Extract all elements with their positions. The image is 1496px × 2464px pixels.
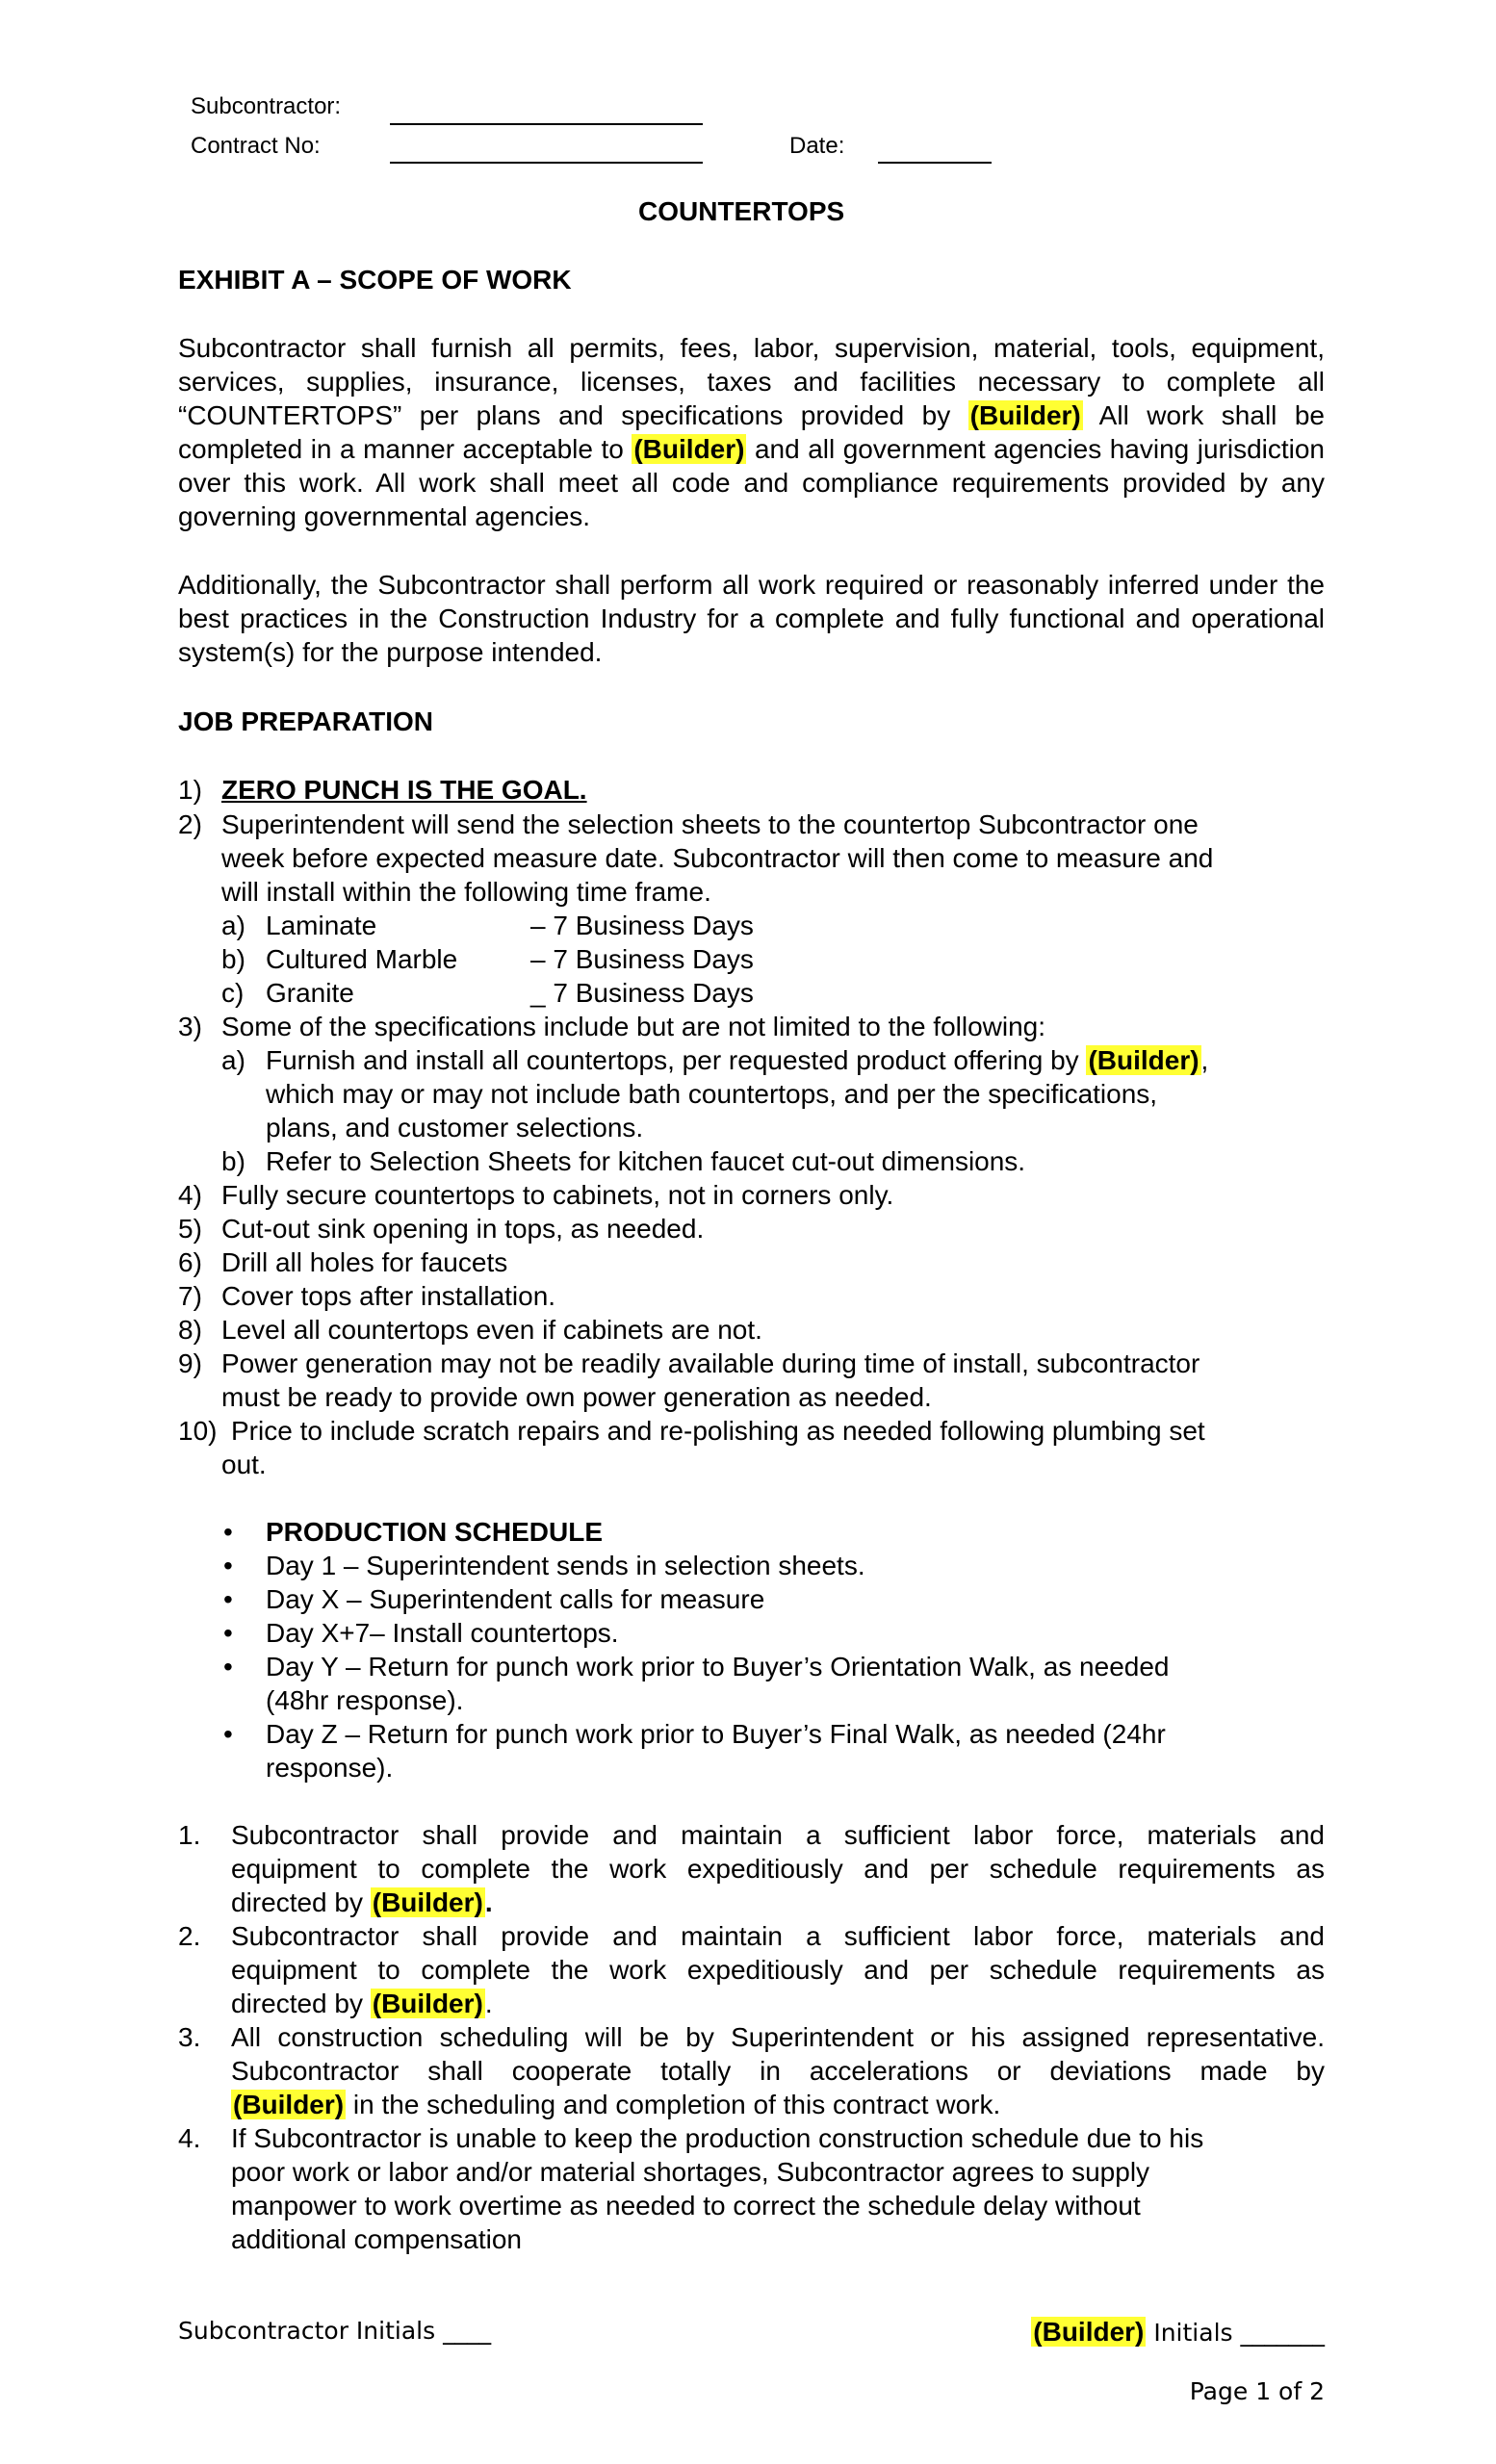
item-text: Drill all holes for faucets: [221, 1247, 508, 1277]
contract-no-label: Contract No:: [191, 133, 321, 159]
term-line: Subcontractor shall provide and maintain a sufficient labor force, materials and: [231, 1820, 1325, 1850]
term-text: manpower to work overtime as needed to correct the schedule delay without: [231, 2191, 1141, 2220]
term-line: directed by: [231, 1887, 363, 1917]
sub-item-text: Refer to Selection Sheets for kitchen faucet cut-out dimensions.: [266, 1146, 1026, 1176]
timeframe-letter: a): [221, 911, 245, 940]
date-label: Date:: [789, 133, 845, 159]
builder-highlight: (Builder): [969, 400, 1081, 430]
term-line: equipment to complete the work expeditiously and per schedule requirements as: [231, 1854, 1325, 1884]
term-text: additional compensation: [231, 2224, 522, 2254]
item-number: 2): [178, 809, 202, 839]
term-line: directed by: [231, 1989, 363, 2018]
term-text: [231, 2020, 1325, 2054]
term-line: Subcontractor shall cooperate totally in accelerations or deviations made by: [231, 2056, 1325, 2086]
term-text: poor work or labor and/or material shortages, Subcontractor agrees to supply: [231, 2157, 1150, 2187]
builder-highlight: (Builder): [1088, 1045, 1199, 1075]
contract-no-field[interactable]: [390, 162, 703, 164]
term-number: 4.: [178, 2123, 201, 2153]
item-text: Some of the specifications include but are not limited to the following:: [221, 1012, 1046, 1041]
term-number: 2.: [178, 1921, 201, 1951]
item-text: Superintendent will send the selection sheets to the countertop Subcontractor one: [221, 809, 1199, 839]
timeframe-material: Granite: [266, 978, 354, 1008]
item-text: Fully secure countertops to cabinets, not in corners only.: [221, 1180, 894, 1210]
item-text: Price to include scratch repairs and re-polishing as needed following plumbing set: [231, 1416, 1205, 1446]
bullet-dot: •: [223, 1517, 233, 1547]
item-number: 6): [178, 1247, 202, 1277]
sub-item-letter: a): [221, 1045, 245, 1075]
builder-highlight: (Builder): [633, 434, 745, 464]
item-number: 3): [178, 1012, 202, 1041]
timeframe-days: – 7 Business Days: [530, 944, 754, 974]
page-number: Page 1 of 2: [1189, 2377, 1325, 2405]
item-text: will install within the following time frame.: [221, 877, 711, 907]
item-number: 9): [178, 1348, 202, 1378]
period: .: [484, 1989, 493, 2018]
item-number: 10): [178, 1416, 218, 1446]
timeframe-letter: c): [221, 978, 245, 1008]
exhibit-heading: EXHIBIT A – SCOPE OF WORK: [178, 265, 572, 295]
sub-item-text-a: Furnish and install all countertops, per requested product offering by: [266, 1045, 1079, 1075]
schedule-item: Day 1 – Superintendent sends in selection sheets.: [266, 1551, 865, 1580]
schedule-item: Day Y – Return for punch work prior to Buyer’s Orientation Walk, as needed: [266, 1652, 1170, 1681]
intro-paragraph-2: Additionally, the Subcontractor shall perform all work required or reasonably inferred under the best practices in the Construction Industry for a complete and fully functional and operational system(s) for the purpose intended.: [178, 570, 1325, 667]
bullet-dot: •: [223, 1652, 233, 1681]
term-number: 3.: [178, 2022, 201, 2052]
term-text: [231, 2088, 1000, 2121]
sub-item-text: which may or may not include bath countertops, and per the specifications,: [266, 1079, 1158, 1109]
schedule-item: Day Z – Return for punch work prior to Buyer’s Final Walk, as needed (24hr: [266, 1719, 1166, 1749]
term-text: [231, 1987, 493, 2020]
item-text: out.: [221, 1450, 267, 1479]
schedule-item: Day X+7– Install countertops.: [266, 1618, 619, 1648]
term-text: [231, 2054, 1325, 2088]
timeframe-letter: b): [221, 944, 245, 974]
term-text: If Subcontractor is unable to keep the production construction schedule due to his: [231, 2123, 1204, 2153]
timeframe-days: _ 7 Business Days: [530, 978, 754, 1008]
term-text: [231, 1886, 493, 1919]
sub-item-text: plans, and customer selections.: [266, 1113, 644, 1142]
page-title: COUNTERTOPS: [638, 196, 845, 226]
term-line: equipment to complete the work expeditiously and per schedule requirements as: [231, 1955, 1325, 1985]
subcontractor-field[interactable]: [390, 123, 703, 125]
intro-text-c: and all government agencies having jurisdiction over this work. All work shall meet all code and compliance requirements provided by any governing governmental agencies.: [178, 434, 1326, 531]
term-line: All construction scheduling will be by Superintendent or his assigned representative.: [231, 2022, 1325, 2052]
comma: ,: [1200, 1045, 1209, 1075]
builder-initials: [1031, 2317, 1325, 2348]
builder-highlight: (Builder): [372, 1989, 483, 2018]
schedule-item: Day X – Superintendent calls for measure: [266, 1584, 765, 1614]
timeframe-days: – 7 Business Days: [530, 911, 754, 940]
builder-highlight: (Builder): [1033, 2317, 1145, 2347]
item-number: 7): [178, 1281, 202, 1311]
intro-text-b: All work shall be completed in a manner acceptable to: [178, 400, 1325, 464]
subcontractor-label: Subcontractor:: [191, 93, 342, 119]
item-text: Level all countertops even if cabinets are not.: [221, 1315, 762, 1345]
item-number: 5): [178, 1214, 202, 1244]
timeframe-material: Cultured Marble: [266, 944, 458, 974]
item-text: Power generation may not be readily available during time of install, subcontractor: [221, 1348, 1200, 1378]
item-text: must be ready to provide own power generation as needed.: [221, 1382, 932, 1412]
term-text: [231, 1953, 1325, 1987]
term-text: [231, 1852, 1325, 1886]
item-number: 4): [178, 1180, 202, 1210]
subcontractor-initials: Subcontractor Initials ____: [178, 2317, 492, 2345]
term-text: [231, 1919, 1325, 1953]
item-text: week before expected measure date. Subcontractor will then come to measure and: [221, 843, 1214, 873]
intro-paragraph-1: [178, 331, 1325, 533]
schedule-item: (48hr response).: [266, 1685, 464, 1715]
item-text: Cover tops after installation.: [221, 1281, 556, 1311]
schedule-heading: PRODUCTION SCHEDULE: [266, 1517, 604, 1547]
term-number: 1.: [178, 1820, 201, 1850]
bullet-dot: •: [223, 1551, 233, 1580]
item-number: 1): [178, 775, 202, 805]
zero-punch-goal: ZERO PUNCH IS THE GOAL.: [221, 775, 587, 805]
bullet-dot: •: [223, 1719, 233, 1749]
date-field[interactable]: [878, 162, 992, 164]
builder-initials-label: Initials _______: [1153, 2319, 1325, 2347]
builder-highlight: (Builder): [233, 2090, 345, 2119]
period: .: [484, 1887, 493, 1917]
term-line: in the scheduling and completion of this contract work.: [352, 2090, 1001, 2119]
bullet-dot: •: [223, 1584, 233, 1614]
job-prep-heading: JOB PREPARATION: [178, 706, 433, 736]
sub-item-letter: b): [221, 1146, 245, 1176]
item-text: Cut-out sink opening in tops, as needed.: [221, 1214, 705, 1244]
timeframe-material: Laminate: [266, 911, 377, 940]
intro-text-a: Subcontractor shall furnish all permits, fees, labor, supervision, material, tools, equipment, services, supplies, insurance, licenses, taxes and facilities necessary to complete all “COUNTERTOPS” per plans and specifications provided by: [178, 333, 1325, 430]
item-number: 8): [178, 1315, 202, 1345]
schedule-item: response).: [266, 1753, 394, 1783]
term-text: [231, 1818, 1325, 1852]
builder-highlight: (Builder): [372, 1887, 483, 1917]
bullet-dot: •: [223, 1618, 233, 1648]
term-line: Subcontractor shall provide and maintain a sufficient labor force, materials and: [231, 1921, 1325, 1951]
sub-item-text: [266, 1043, 1208, 1077]
